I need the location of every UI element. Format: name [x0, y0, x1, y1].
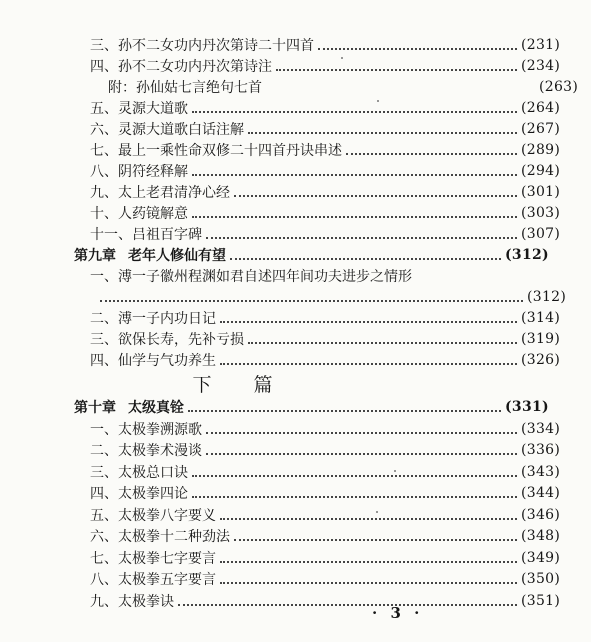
- chapter-number: 第十章: [74, 400, 116, 416]
- dot-leader: [206, 237, 517, 239]
- toc-chapter-entry[interactable]: [0, 244, 557, 266]
- dot-leader: [206, 432, 517, 434]
- scan-speck: [341, 57, 343, 59]
- entry-page: (312): [527, 289, 567, 305]
- toc-entry[interactable]: [0, 181, 573, 203]
- entry-title: 四、太极拳四论: [90, 486, 188, 502]
- chapter-number: 第九章: [74, 248, 116, 264]
- dot-leader: [318, 48, 517, 50]
- entry-title: 十、人药镜解意: [90, 206, 188, 222]
- dot-leader: [346, 153, 517, 155]
- dot-leader: [220, 582, 517, 584]
- dot-leader: [220, 561, 517, 563]
- entry-page: (349): [521, 549, 561, 566]
- entry-page: (343): [521, 463, 561, 480]
- toc-chapter-entry[interactable]: [0, 396, 557, 418]
- entry-title: 二、太极拳术漫谈: [90, 443, 202, 459]
- entry-page: (334): [521, 420, 561, 437]
- entry-title: 三、太极总口诀: [90, 464, 188, 481]
- toc-entry[interactable]: [0, 568, 573, 590]
- dot-leader: [192, 216, 517, 218]
- page-number: · 3 ·: [372, 604, 424, 622]
- entry-page: (336): [521, 442, 561, 458]
- toc-entry[interactable]: [0, 418, 573, 440]
- entry-title: 八、太极拳五字要言: [90, 572, 216, 588]
- dot-leader: [220, 363, 517, 365]
- toc-entry[interactable]: [0, 547, 573, 569]
- toc-entry[interactable]: [0, 55, 573, 77]
- entry-title: 六、太极拳十二种劲法: [90, 529, 230, 545]
- dot-leader: [248, 132, 517, 134]
- toc-entry[interactable]: [0, 328, 573, 350]
- entry-title: 四、孙不二女功内丹次第诗注: [90, 59, 272, 75]
- entry-page: (303): [521, 205, 561, 221]
- dot-leader: [266, 90, 535, 92]
- entry-page: (344): [521, 485, 561, 501]
- entry-title: 五、灵源大道歌: [90, 101, 188, 117]
- toc-entry[interactable]: [0, 504, 573, 526]
- entry-page: (314): [521, 310, 561, 326]
- entry-title: 五、太极拳八字要义: [90, 507, 216, 524]
- toc-entry[interactable]: [0, 202, 573, 224]
- entry-page: (263): [539, 79, 579, 95]
- toc-entry[interactable]: [0, 97, 573, 119]
- toc-entry[interactable]: [0, 34, 573, 56]
- toc-entry[interactable]: [0, 525, 573, 547]
- entry-title: 一、太极拳溯源歌: [90, 421, 202, 438]
- dot-leader: [276, 69, 517, 71]
- entry-title: 十一、吕祖百字碑: [90, 227, 202, 243]
- dot-leader: [192, 111, 517, 113]
- entry-page: (301): [521, 184, 561, 200]
- toc-entry[interactable]: [0, 139, 573, 161]
- entry-page: (331): [505, 399, 549, 415]
- chapter-title: 老年人修仙有望: [128, 248, 226, 264]
- entry-title: 四、仙学与气功养生: [90, 353, 216, 369]
- toc-entry[interactable]: [0, 461, 573, 483]
- dot-leader: [220, 518, 517, 520]
- entry-page: (234): [521, 58, 561, 74]
- toc-entry[interactable]: [0, 349, 573, 371]
- toc-entry[interactable]: [0, 439, 573, 461]
- dot-leader: [188, 410, 501, 412]
- entry-page: (267): [521, 121, 561, 137]
- toc-entry[interactable]: [0, 482, 573, 504]
- entry-title: 六、灵源大道歌白话注解: [90, 122, 244, 138]
- dot-leader: [234, 539, 517, 541]
- dot-leader: [192, 475, 517, 477]
- toc-entry[interactable]: [0, 223, 573, 245]
- toc-entry[interactable]: [0, 160, 573, 182]
- entry-page: (294): [521, 163, 561, 179]
- entry-title: 三、欲保长寿，先补亏损: [90, 332, 244, 348]
- dot-leader: [234, 195, 517, 197]
- toc-entry[interactable]: [0, 265, 573, 287]
- scan-speck: [377, 100, 379, 102]
- entry-page: (346): [521, 506, 561, 523]
- entry-page: (350): [521, 571, 561, 587]
- section-title: 下 篇: [192, 374, 291, 396]
- toc-entry[interactable]: [0, 118, 573, 140]
- dot-leader: [206, 453, 517, 455]
- entry-page: (289): [521, 142, 561, 158]
- dot-leader: [230, 258, 501, 260]
- toc-entry[interactable]: [0, 590, 573, 612]
- entry-page: (348): [521, 528, 561, 544]
- scan-speck: [376, 511, 378, 513]
- dot-leader: [100, 300, 523, 302]
- toc-entry[interactable]: [0, 307, 573, 329]
- toc-entry[interactable]: [0, 76, 591, 98]
- entry-page: (264): [521, 100, 561, 116]
- entry-page: (312): [505, 247, 549, 263]
- entry-title: 八、阴符经释解: [90, 164, 188, 180]
- entry-title: 九、太极拳诀: [90, 593, 174, 610]
- entry-page: (319): [521, 331, 561, 347]
- entry-title: 七、太极拳七字要言: [90, 550, 216, 567]
- entry-title: 七、最上一乘性命双修二十四首丹诀串述: [90, 143, 342, 159]
- scan-speck: [394, 470, 396, 472]
- chapter-title: 太级真铨: [128, 400, 184, 416]
- entry-title: 一、溥一子徽州程渊如君自述四年间功夫进步之情形: [90, 269, 412, 285]
- entry-page: (326): [521, 352, 561, 368]
- entry-title: 三、孙不二女功内丹次第诗二十四首: [90, 38, 314, 54]
- toc-entry-continuation[interactable]: [0, 286, 579, 308]
- entry-title: 附：孙仙姑七言绝句七首: [108, 80, 262, 96]
- dot-leader: [220, 321, 517, 323]
- entry-title: 九、太上老君清净心经: [90, 185, 230, 201]
- entry-title: 二、溥一子内功日记: [90, 311, 216, 327]
- entry-page: (231): [521, 37, 561, 53]
- entry-page: (307): [521, 226, 561, 242]
- dot-leader: [178, 604, 517, 606]
- dot-leader: [192, 496, 517, 498]
- entry-page: (351): [521, 592, 561, 609]
- dot-leader: [192, 174, 517, 176]
- dot-leader: [248, 342, 517, 344]
